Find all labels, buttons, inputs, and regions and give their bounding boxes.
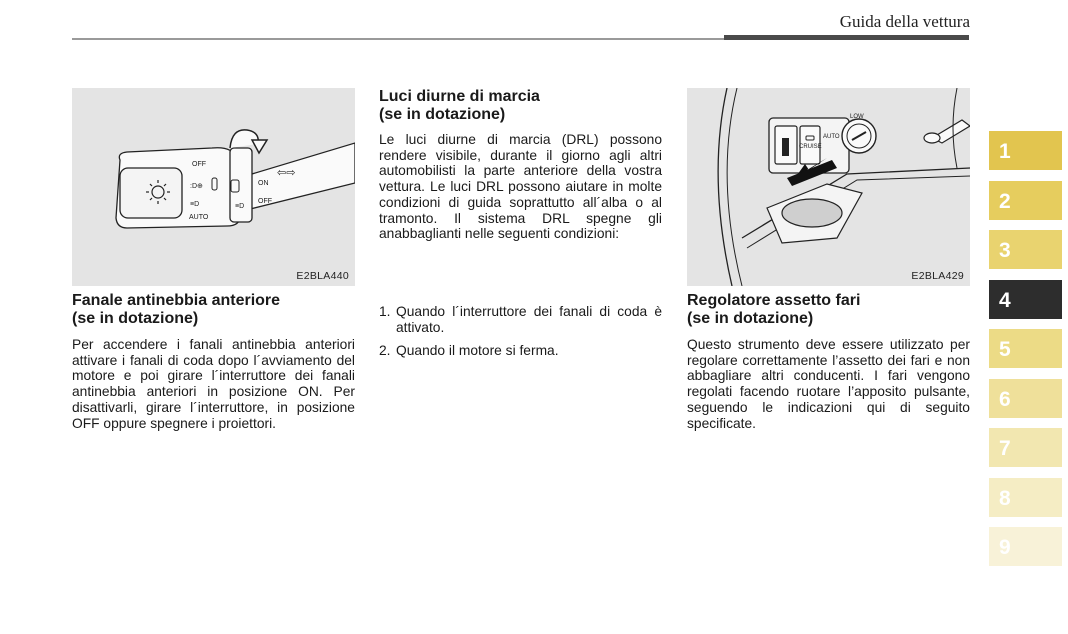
- header-rule-accent: [724, 35, 969, 40]
- chapter-tab-6[interactable]: 6: [989, 379, 1062, 418]
- fog-light-switch-figure: [72, 88, 355, 286]
- headlamp-leveling-figure: [687, 88, 970, 286]
- drl-title-line1: Luci diurne di marcia: [379, 88, 540, 105]
- svg-text:≡D: ≡D: [190, 201, 200, 208]
- list-item-number: 1.: [379, 304, 391, 319]
- headlamp-leveling-illustration: [687, 88, 970, 286]
- low-label: LOW: [850, 114, 864, 120]
- headlamp-leveling-title-line1: Regolatore assetto fari: [687, 292, 861, 309]
- figure-code: E2BLA429: [911, 270, 964, 282]
- auto-label: AUTO: [189, 214, 209, 221]
- header-title: Guida della vettura: [839, 12, 970, 31]
- drl-title-line2: (se in dotazione): [379, 106, 506, 123]
- off-label: OFF: [258, 198, 272, 205]
- auto-label: AUTO: [823, 134, 840, 140]
- drl-body: Le luci diurne di marcia (DRL) possono rendere visibile, durante il giorno agli altri automobilisti la parte anteriore della vostra vettura. Le luci DRL possono aiutare in molte condizioni di guida soprattutto all´alba o al tramonto. Il sistema DRL spegne gli anabbaglianti nelle seguenti condizioni:: [379, 132, 662, 242]
- chapter-tab-2[interactable]: 2: [989, 181, 1062, 220]
- svg-text:≡D: ≡D: [235, 203, 245, 210]
- headlamp-leveling-body: Questo strumento deve essere utilizzato per regolare correttamente l’assetto dei fari e non abbagliare altri conducenti. I fari vengono regolati facendo ruotare l’apposito pulsante, seguendo le indicazioni qui di seguito specificate.: [687, 337, 970, 431]
- fog-light-switch-illustration: [72, 88, 355, 286]
- on-label: ON: [258, 180, 269, 187]
- chapter-tabs: [989, 131, 1062, 577]
- off-top-label: OFF: [192, 161, 206, 168]
- svg-text::D⊕: :D⊕: [190, 183, 203, 190]
- fog-light-body: Per accendere i fanali antinebbia anteriori attivare i fanali di coda dopo l´avviamento del motore e poi girare l´interruttore dei fanali antinebbia anteriori in posizione ON. Per disattivarli, girare l´interruttore, in posizione OFF oppure spegnere i proiettori.: [72, 337, 355, 431]
- svg-text:⇦⇨: ⇦⇨: [277, 166, 296, 179]
- list-item: [379, 304, 662, 335]
- fog-light-title-line2: (se in dotazione): [72, 310, 199, 327]
- fog-light-title: [72, 292, 357, 328]
- cruise-label: CRUISE: [799, 144, 822, 150]
- chapter-tab-8[interactable]: 8: [989, 478, 1062, 517]
- drl-conditions-list: [379, 304, 662, 367]
- drl-title: [379, 88, 664, 124]
- chapter-tab-9[interactable]: 9: [989, 527, 1062, 566]
- chapter-tab-1[interactable]: 1: [989, 131, 1062, 170]
- fog-light-title-line1: Fanale antinebbia anteriore: [72, 292, 281, 309]
- chapter-tab-3[interactable]: 3: [989, 230, 1062, 269]
- list-item-text: Quando il motore si ferma.: [396, 343, 559, 359]
- chapter-tab-5[interactable]: 5: [989, 329, 1062, 368]
- list-item-number: 2.: [379, 343, 391, 359]
- list-item-text: Quando l´interruttore dei fanali di coda è attivato.: [396, 304, 662, 335]
- list-item: [379, 343, 662, 359]
- chapter-tab-4[interactable]: 4: [989, 280, 1062, 319]
- chapter-tab-7[interactable]: 7: [989, 428, 1062, 467]
- figure-code: E2BLA440: [296, 270, 349, 282]
- headlamp-leveling-title: [687, 292, 972, 328]
- headlamp-leveling-title-line2: (se in dotazione): [687, 310, 814, 327]
